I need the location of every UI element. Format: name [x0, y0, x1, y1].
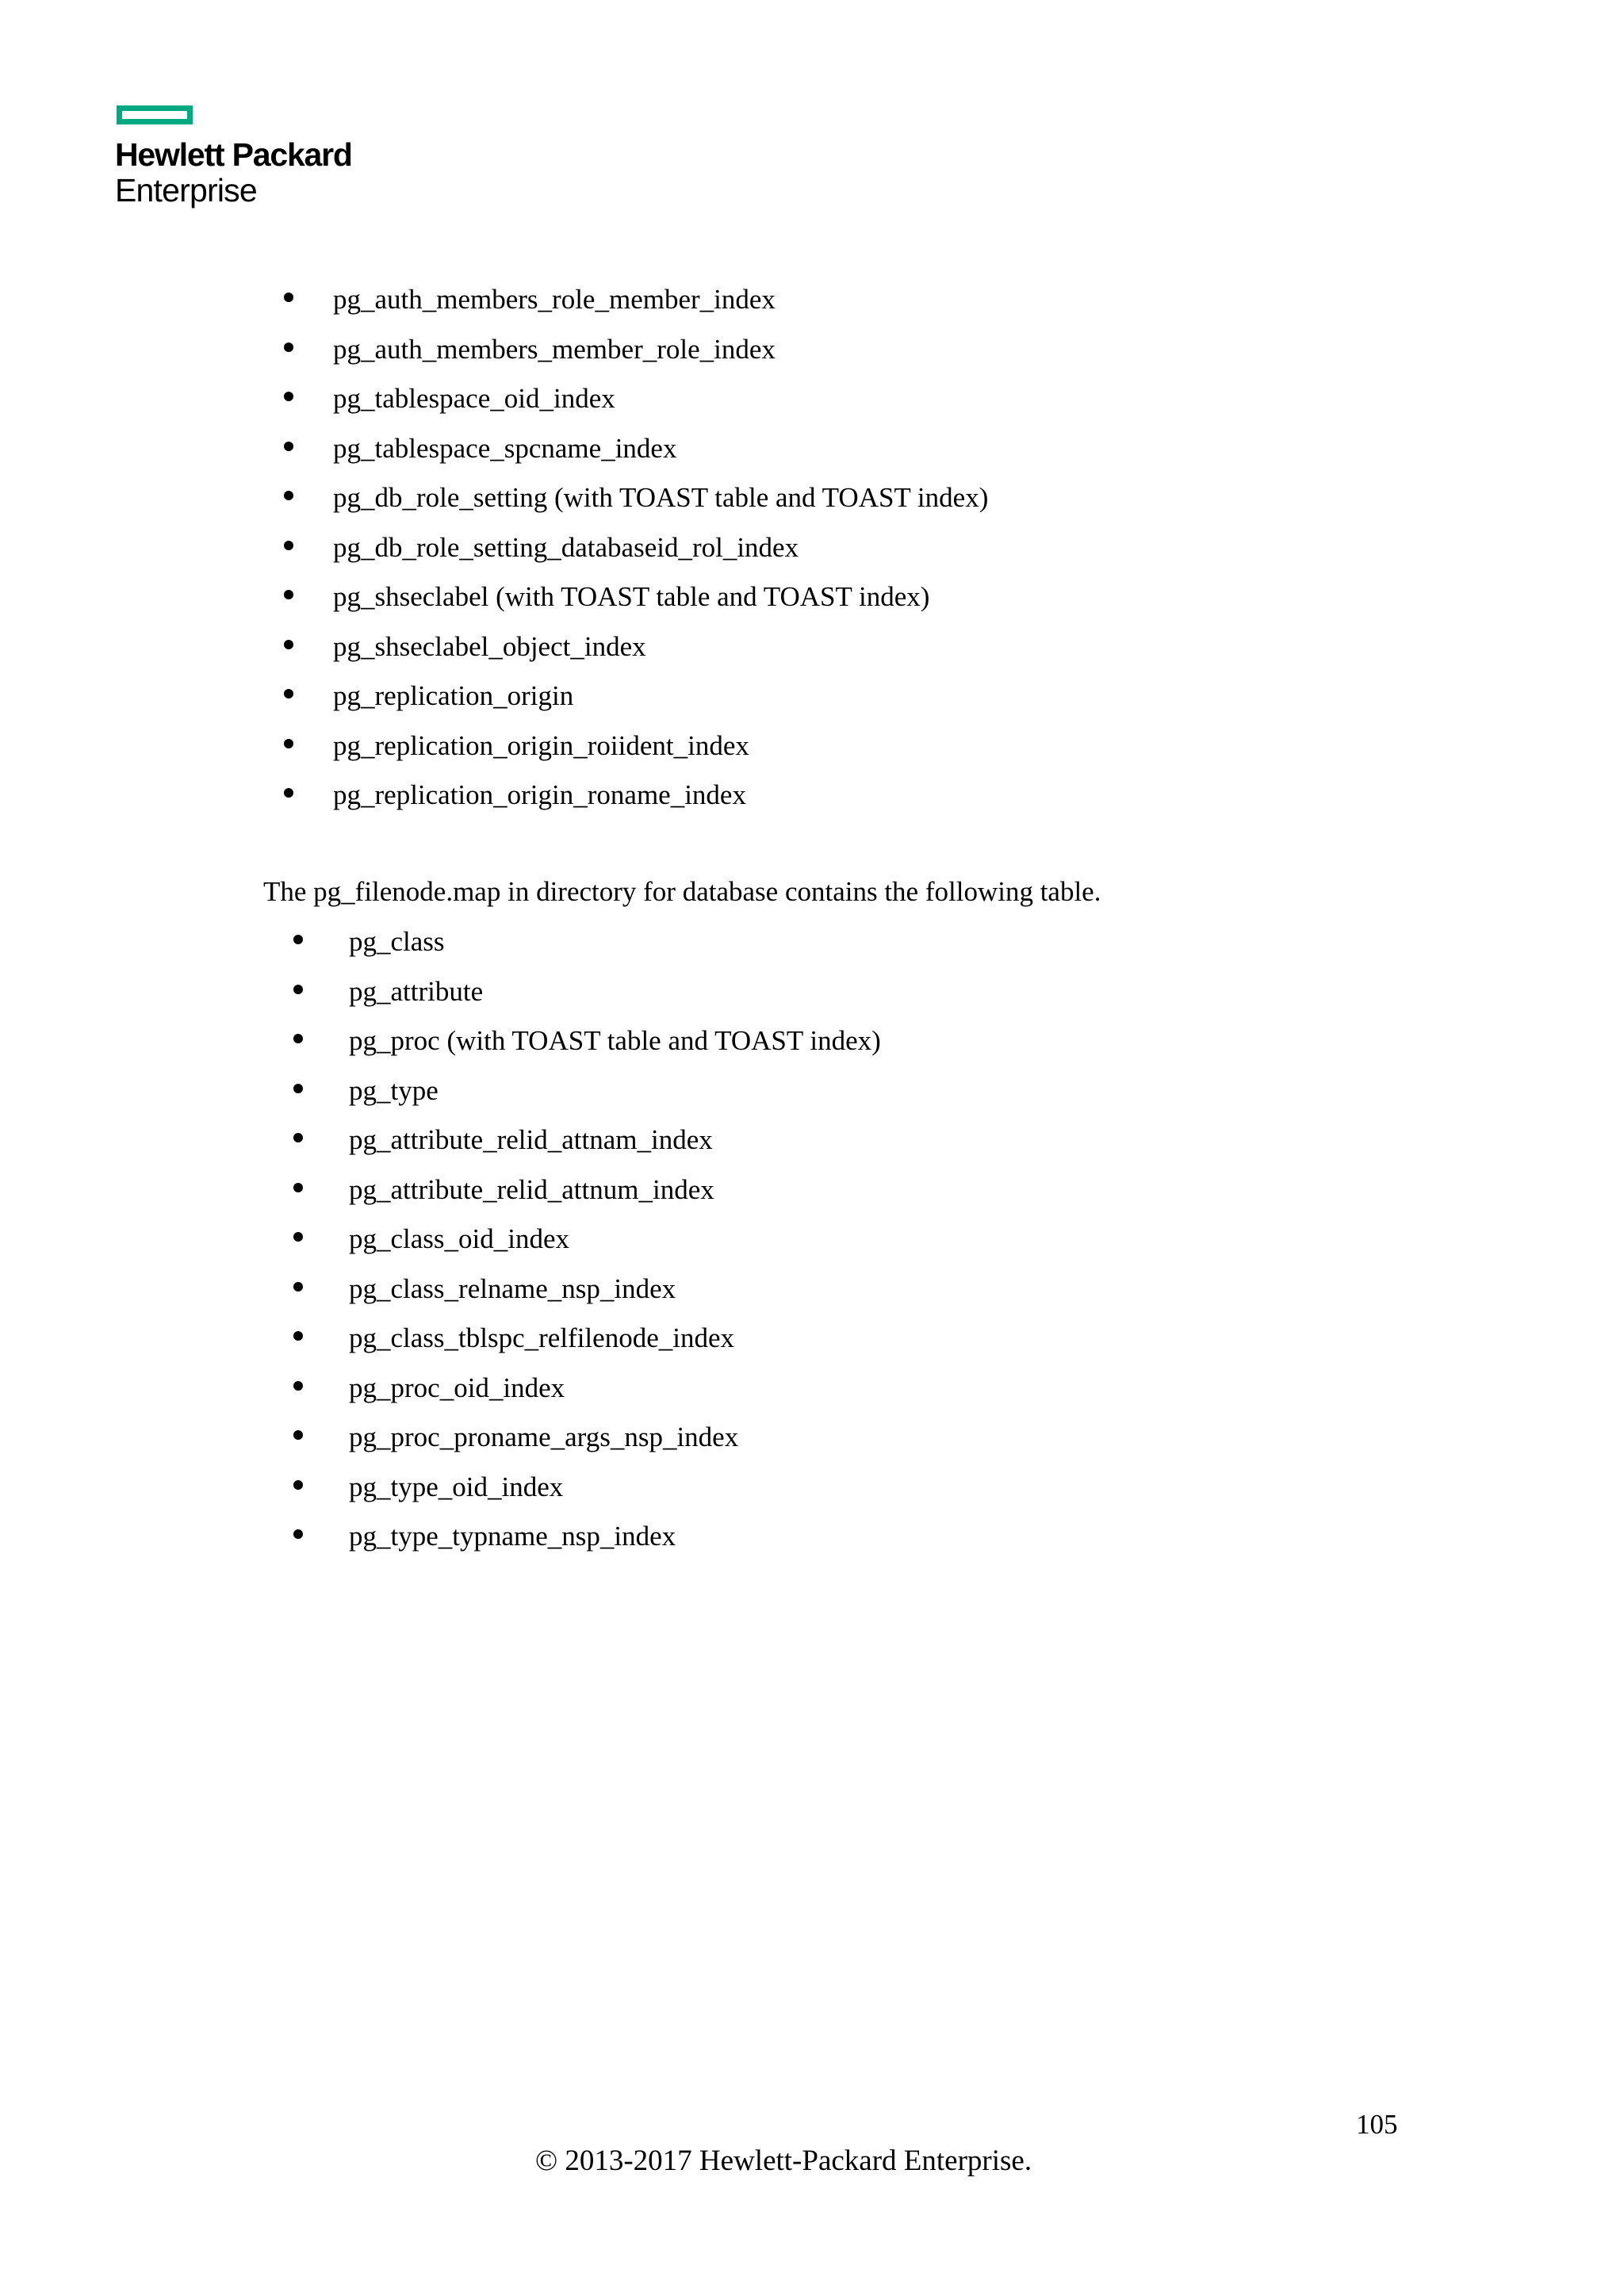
bullet-icon	[284, 392, 293, 401]
bullet-icon	[284, 788, 293, 798]
logo-text-line2: Enterprise	[115, 172, 257, 209]
bullet-icon	[293, 1480, 303, 1490]
bullet-icon	[293, 1034, 303, 1043]
list-item-text: pg_tablespace_oid_index	[333, 383, 615, 414]
bullet-icon	[293, 1331, 303, 1341]
page-number: 105	[1356, 2109, 1398, 2140]
bullet-icon	[284, 590, 293, 599]
bullet-icon	[284, 342, 293, 352]
copyright-notice: © 2013-2017 Hewlett-Packard Enterprise.	[535, 2145, 1032, 2177]
list-item-text: pg_db_role_setting_databaseid_rol_index	[333, 531, 799, 563]
list-item-text: pg_proc_proname_args_nsp_index	[349, 1422, 739, 1452]
list-item-text: pg_replication_origin_roname_index	[333, 779, 746, 810]
list-item-text: pg_replication_origin_roiident_index	[333, 729, 749, 761]
list-item-text: pg_auth_members_role_member_index	[333, 284, 776, 315]
list-item-text: pg_class_oid_index	[349, 1223, 570, 1254]
bullet-icon	[293, 1381, 303, 1391]
list-item-text: pg_attribute_relid_attnam_index	[349, 1124, 713, 1155]
list-item-text: pg_class_tblspc_relfilenode_index	[349, 1322, 734, 1353]
bullet-icon	[293, 1430, 303, 1440]
list-item-text: pg_auth_members_member_role_index	[333, 333, 776, 365]
bullet-icon	[293, 1084, 303, 1093]
bullet-icon	[293, 1282, 303, 1292]
list-item-text: pg_type_oid_index	[349, 1471, 564, 1502]
list-item-text: pg_class_relname_nsp_index	[349, 1272, 676, 1304]
bullet-icon	[293, 1232, 303, 1242]
bullet-icon	[284, 442, 293, 451]
list-item-text: pg_replication_origin	[333, 680, 574, 711]
list-item-text: pg_attribute	[349, 975, 484, 1007]
list-item-text: pg_class	[349, 926, 445, 957]
bullet-icon	[293, 1529, 303, 1539]
list-item-text: pg_type_typname_nsp_index	[349, 1521, 676, 1552]
logo-text-line1: Hewlett Packard	[115, 136, 352, 173]
bullet-icon	[293, 935, 303, 944]
list-item-text: pg_type	[349, 1074, 439, 1106]
bullet-icon	[293, 1133, 303, 1142]
list-item-text: pg_proc_oid_index	[349, 1372, 565, 1403]
filenode-map-paragraph: The pg_filenode.map in directory for database contains the following table.	[263, 876, 1101, 907]
hpe-logo	[115, 105, 369, 216]
hpe-logo-bar-icon	[117, 105, 193, 124]
bullet-icon	[284, 293, 293, 302]
list-item-text: pg_shseclabel_object_index	[333, 630, 646, 662]
bullet-icon	[284, 739, 293, 748]
list-item-text: pg_attribute_relid_attnum_index	[349, 1173, 714, 1205]
bullet-icon	[293, 985, 303, 994]
list-item-text: pg_tablespace_spcname_index	[333, 432, 677, 464]
bullet-icon	[284, 541, 293, 550]
bullet-icon	[284, 640, 293, 649]
bullet-icon	[284, 491, 293, 500]
list-item-text: pg_db_role_setting (with TOAST table and TOAST index)	[333, 482, 989, 513]
bullet-icon	[293, 1183, 303, 1192]
list-item-text: pg_shseclabel (with TOAST table and TOAST index)	[333, 581, 930, 612]
list-item-text: pg_proc (with TOAST table and TOAST index)	[349, 1025, 881, 1056]
bullet-icon	[284, 689, 293, 698]
